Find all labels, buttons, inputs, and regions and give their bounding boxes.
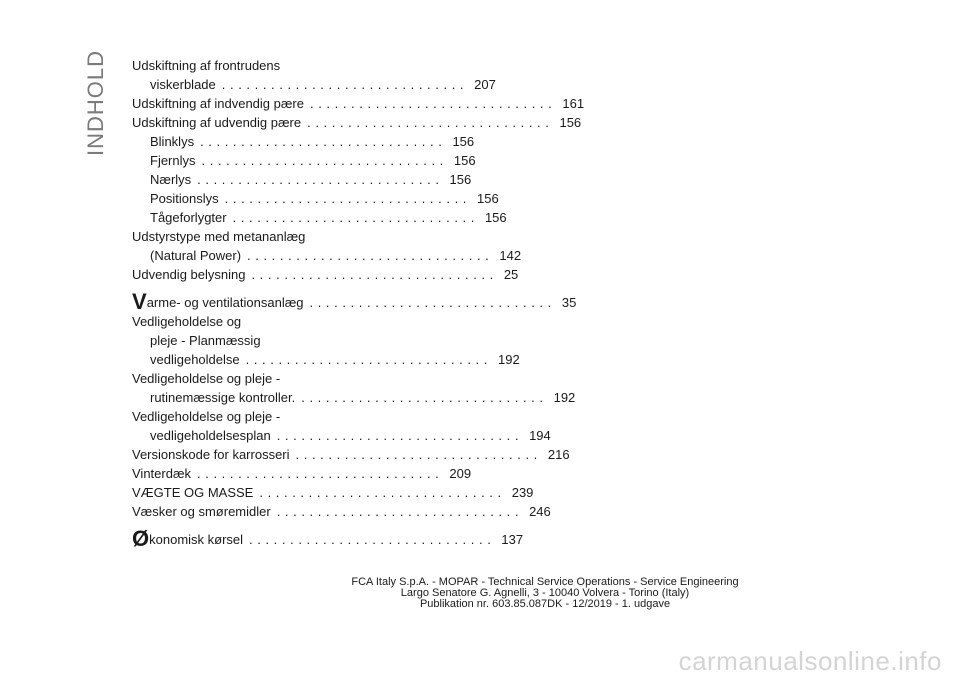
toc-page-number: 156 (559, 115, 582, 130)
toc-page-number: 246 (529, 504, 551, 519)
toc-entry[interactable] (132, 170, 472, 189)
toc-entry-initial: Ø (132, 526, 150, 551)
toc-leader-dots: .............................. (301, 390, 548, 405)
toc-page-number: 192 (553, 390, 576, 405)
toc-entry-label: Nærlys (150, 172, 192, 187)
toc-entry[interactable] (132, 189, 499, 208)
toc-entry[interactable] (132, 312, 520, 369)
toc-entry-label: Blinklys (150, 134, 195, 149)
footer-line-address: Largo Senatore G. Agnelli, 3 - 10040 Volvera - Torino (Italy) (400, 587, 690, 599)
toc-entry-label: arme- og ventilationsanlæg (146, 295, 304, 310)
toc-leader-dots: .............................. (276, 504, 524, 519)
toc-leader-dots: .............................. (245, 352, 492, 367)
table-of-contents (132, 56, 585, 551)
toc-entry-label: Tågeforlygter (150, 210, 227, 225)
toc-page-number: 207 (474, 77, 496, 92)
toc-leader-dots: .............................. (309, 295, 556, 310)
toc-entry-label: Vedligeholdelse og pleje - (132, 371, 281, 386)
toc-entry[interactable] (132, 502, 551, 521)
toc-entry[interactable] (132, 289, 577, 314)
toc-entry-label: konomisk kørsel (149, 532, 244, 547)
toc-entry[interactable] (132, 483, 534, 502)
toc-page-number: 156 (449, 172, 472, 187)
toc-entry[interactable] (132, 526, 524, 551)
toc-entry-label: viskerblade (150, 77, 216, 92)
toc-page-number: 156 (452, 134, 475, 149)
toc-page-number: 156 (477, 191, 499, 206)
toc-leader-dots: .............................. (200, 134, 447, 149)
toc-entry-label: Vedligeholdelse og pleje - (132, 409, 281, 424)
toc-entry[interactable] (132, 407, 551, 445)
toc-leader-dots: .............................. (276, 428, 524, 443)
toc-page-number: 194 (529, 428, 551, 443)
toc-entry[interactable] (132, 445, 570, 464)
toc-entry-label: Udstyrstype med metananlæg (132, 229, 306, 244)
toc-entry-label: (Natural Power) (150, 248, 242, 263)
toc-entry-label: pleje - Planmæssig (150, 333, 261, 348)
toc-page-number: 35 (561, 295, 577, 310)
footer-line-publication: Publikation nr. 603.85.087DK - 12/2019 - 1. udgave (419, 598, 671, 610)
toc-entry[interactable] (132, 265, 519, 284)
toc-entry-label: Vedligeholdelse og (132, 314, 242, 329)
toc-entry-label: Udskiftning af udvendig pære (132, 115, 302, 130)
toc-entry[interactable] (132, 94, 585, 113)
toc-page-number: 192 (497, 352, 520, 367)
toc-page-number: 239 (511, 485, 534, 500)
section-tab (78, 48, 114, 158)
toc-leader-dots: .............................. (249, 532, 496, 547)
toc-entry-label: Udvendig belysning (132, 267, 246, 282)
toc-leader-dots: .............................. (197, 172, 444, 187)
toc-entry[interactable] (132, 208, 507, 227)
toc-leader-dots: .............................. (201, 153, 448, 168)
publisher-footer (265, 577, 825, 610)
toc-leader-dots: .............................. (197, 466, 444, 481)
toc-leader-dots: .............................. (221, 77, 469, 92)
toc-entry-label: Væsker og smøremidler (132, 504, 271, 519)
toc-entry-label: vedligeholdelse (150, 352, 240, 367)
toc-page-number: 156 (453, 153, 476, 168)
toc-page-number: 161 (562, 96, 585, 111)
toc-entry[interactable] (132, 464, 472, 483)
toc-entry-label: Versionskode for karrosseri (132, 447, 290, 462)
watermark: carmanualsonline.info (678, 646, 942, 676)
toc-entry-label: rutinemæssige kontroller. (150, 390, 296, 405)
toc-entry-label: vedligeholdelsesplan (150, 428, 271, 443)
toc-entry[interactable] (132, 132, 475, 151)
toc-page-number: 209 (449, 466, 472, 481)
toc-entry-label: Vinterdæk (132, 466, 192, 481)
toc-page-number: 156 (484, 210, 507, 225)
toc-leader-dots: .............................. (224, 191, 471, 206)
toc-entry[interactable] (132, 369, 576, 407)
toc-leader-dots: .............................. (295, 447, 542, 462)
toc-entry-label: VÆGTE OG MASSE (132, 485, 254, 500)
toc-leader-dots: .............................. (232, 210, 479, 225)
toc-page-number: 137 (501, 532, 524, 547)
toc-leader-dots: .............................. (247, 248, 494, 263)
toc-page-number: 142 (499, 248, 522, 263)
toc-entry[interactable] (132, 113, 582, 132)
toc-entry-label: Fjernlys (150, 153, 196, 168)
toc-entry-label: Udskiftning af indvendig pære (132, 96, 304, 111)
toc-leader-dots: .............................. (310, 96, 557, 111)
toc-page-number: 216 (547, 447, 570, 462)
footer-line-company: FCA Italy S.p.A. - MOPAR - Technical Service Operations - Service Engineering (351, 576, 739, 588)
section-tab-label: INDHOLD (83, 49, 108, 157)
toc-entry[interactable] (132, 151, 476, 170)
toc-entry-label: Udskiftning af frontrudens (132, 58, 281, 73)
toc-entry-initial: V (132, 289, 147, 314)
toc-page-number: 25 (503, 267, 519, 282)
toc-entry[interactable] (132, 227, 522, 265)
toc-entry[interactable] (132, 56, 496, 94)
toc-leader-dots: .............................. (251, 267, 498, 282)
toc-leader-dots: .............................. (259, 485, 506, 500)
toc-leader-dots: .............................. (307, 115, 554, 130)
toc-entry-label: Positionslys (150, 191, 219, 206)
